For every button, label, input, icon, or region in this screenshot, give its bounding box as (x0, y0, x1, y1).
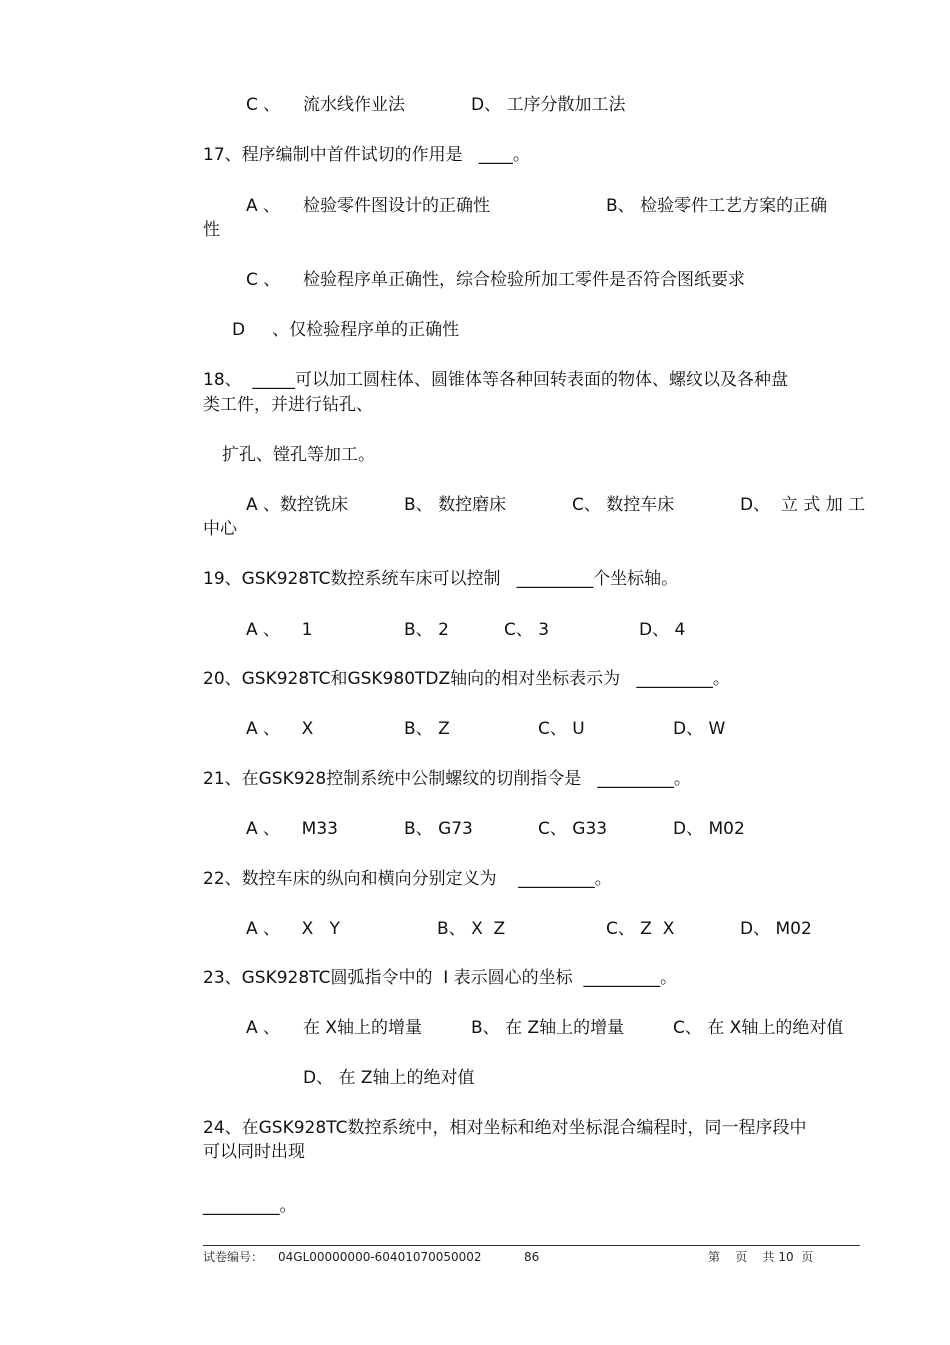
q21-option-a: A 、 M33 (246, 819, 338, 839)
q21-option-d: D、 M02 (673, 819, 745, 839)
q22-option-a: A 、 X Y (246, 919, 340, 939)
q18-option-a: A 、数控铣床 (246, 495, 349, 515)
q17-option-c-text: 检验程序单正确性，综合检验所加工零件是否符合图纸要求 (303, 270, 745, 290)
question-21: 21、在GSK928控制系统中公制螺纹的切削指令是 _________。 (203, 769, 691, 789)
q20-option-d: D、 W (673, 719, 726, 739)
q23-option-b: B、 在 Z轴上的增量 (471, 1018, 625, 1038)
q17-option-b-continued: 性 (203, 220, 220, 240)
q20-option-c: C、 U (538, 719, 585, 739)
q23-option-a-text: 在 X轴上的增量 (303, 1018, 423, 1038)
q17-option-a-text: 检验零件图设计的正确性 (303, 196, 490, 216)
footer-paper-code: 04GL00000000-60401070050002 (278, 1250, 482, 1264)
q22-option-c: C、 Z X (606, 919, 675, 939)
question-17: 17、程序编制中首件试切的作用是 ____。 (203, 145, 530, 165)
q18-option-b: B、 数控磨床 (404, 495, 507, 515)
footer-paper-label: 试卷编号： (203, 1250, 264, 1264)
q17-option-b: B、 检验零件工艺方案的正确 (606, 196, 828, 216)
q22-option-d: D、 M02 (740, 919, 812, 939)
q16-option-c-text: 流水线作业法 (303, 95, 405, 115)
question-20: 20、GSK928TC和GSK980TDZ轴向的相对坐标表示为 _________。 (203, 669, 730, 689)
question-18: 18、 _____可以加工圆柱体、圆锥体等各种回转表面的物体、螺纹以及各种盘 (203, 370, 788, 390)
q19-option-c: C、 3 (504, 620, 550, 640)
q19-option-a: A 、 1 (246, 620, 313, 640)
question-24-continued: 可以同时出现 (203, 1142, 305, 1162)
q18-option-c: C、 数控车床 (572, 495, 675, 515)
q18-option-d: D、 立 式 加 工 (740, 495, 866, 515)
footer-page-info: 第 页 共 10 页 (708, 1250, 814, 1264)
q16-option-d: D、 工序分散加工法 (471, 95, 626, 115)
question-18-continued-2: 扩孔、镗孔等加工。 (222, 445, 375, 465)
q16-option-c-label: C 、 (246, 95, 281, 115)
q21-option-b: B、 G73 (404, 819, 473, 839)
q20-option-b: B、 Z (404, 719, 450, 739)
q22-option-b: B、 X Z (437, 919, 506, 939)
question-18-continued: 类工件，并进行钻孔、 (203, 395, 373, 415)
question-23: 23、GSK928TC圆弧指令中的 I 表示圆心的坐标 _________。 (203, 968, 677, 988)
q19-option-d: D、 4 (639, 620, 686, 640)
q19-option-b: B、 2 (404, 620, 449, 640)
question-19: 19、GSK928TC数控系统车床可以控制 _________个坐标轴。 (203, 569, 679, 589)
q23-option-d: D、 在 Z轴上的绝对值 (303, 1068, 475, 1088)
q17-option-d: D 、仅检验程序单的正确性 (232, 320, 460, 340)
footer-number: 86 (524, 1250, 540, 1264)
q23-option-a-label: A 、 (246, 1018, 281, 1038)
question-24-blank: _________。 (203, 1196, 297, 1216)
q18-option-d-continued: 中心 (203, 519, 237, 539)
question-22: 22、数控车床的纵向和横向分别定义为 _________。 (203, 869, 612, 889)
q20-option-a: A 、 X (246, 719, 314, 739)
q23-option-c: C、 在 X轴上的绝对值 (673, 1018, 844, 1038)
question-24: 24、在GSK928TC数控系统中，相对坐标和绝对坐标混合编程时，同一程序段中 (203, 1118, 807, 1138)
q17-option-a-label: A 、 (246, 196, 281, 216)
footer-divider (203, 1245, 860, 1246)
q21-option-c: C、 G33 (538, 819, 608, 839)
q17-option-c-label: C 、 (246, 270, 281, 290)
